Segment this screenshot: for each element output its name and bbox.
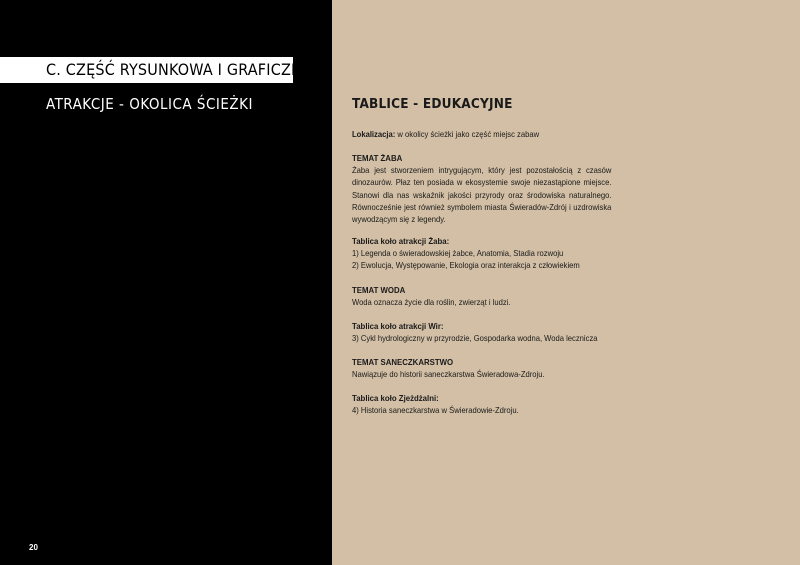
topic-frog-title: TEMAT ŻABA	[352, 153, 403, 164]
board-frog-item: 2) Ewolucja, Występowanie, Ekologia oraz interakcja z człowiekiem	[352, 260, 580, 271]
board-whirl-title: Tablica koło atrakcji Wir:	[352, 320, 444, 331]
topic-sled-title: TEMAT SANECZKARSTWO	[352, 357, 454, 368]
location-label: Lokalizacja:	[352, 129, 396, 139]
content-title: TABLICE - EDUKACYJNE	[352, 96, 513, 112]
location-value: w okolicy ścieżki jako część miejsc zabaw	[395, 129, 540, 139]
left-panel	[0, 0, 332, 565]
board-frog-title: Tablica koło atrakcji Żaba:	[352, 236, 450, 247]
content-column	[352, 96, 612, 416]
board-frog-item: 1) Legenda o świeradowskiej żabce, Anatomia, Stadia rozwoju	[352, 248, 564, 259]
board-whirl-item: 3) Cykl hydrologiczny w przyrodzie, Gospodarka wodna, Woda lecznicza	[352, 332, 598, 343]
section-banner: C. CZĘŚĆ RYSUNKOWA I GRAFICZNA	[0, 57, 293, 83]
board-slide-item: 4) Historia saneczkarstwa w Świeradowie-Zdroju.	[352, 405, 519, 416]
left-heading: ATRAKCJE - OKOLICA ŚCIEŻKI	[46, 95, 253, 113]
page-number: 20	[29, 543, 38, 552]
topic-water-text: Woda oznacza życie dla roślin, zwierząt i ludzi.	[352, 296, 511, 307]
topic-sled-text: Nawiązuje do historii saneczkarstwa Świeradowa-Zdroju.	[352, 369, 545, 380]
board-slide-title: Tablica koło Zjeżdżalni:	[352, 393, 439, 404]
topic-frog-text: Żaba jest stworzeniem intrygującym, który jest pozostałością z czasów dinozaurów. Płaz ten posiada w ekosystemie swoje niezastąpione miejsce. Stanowi dla nas wskaźnik jakości przyrody oraz środowiska naturalnego. Równocześnie jest również symbolem miasta Świeradów-Zdrój i uzdrowiska wywodzącym się z legendy.	[352, 165, 612, 225]
location-line	[352, 128, 591, 140]
topic-water-title: TEMAT WODA	[352, 284, 406, 295]
